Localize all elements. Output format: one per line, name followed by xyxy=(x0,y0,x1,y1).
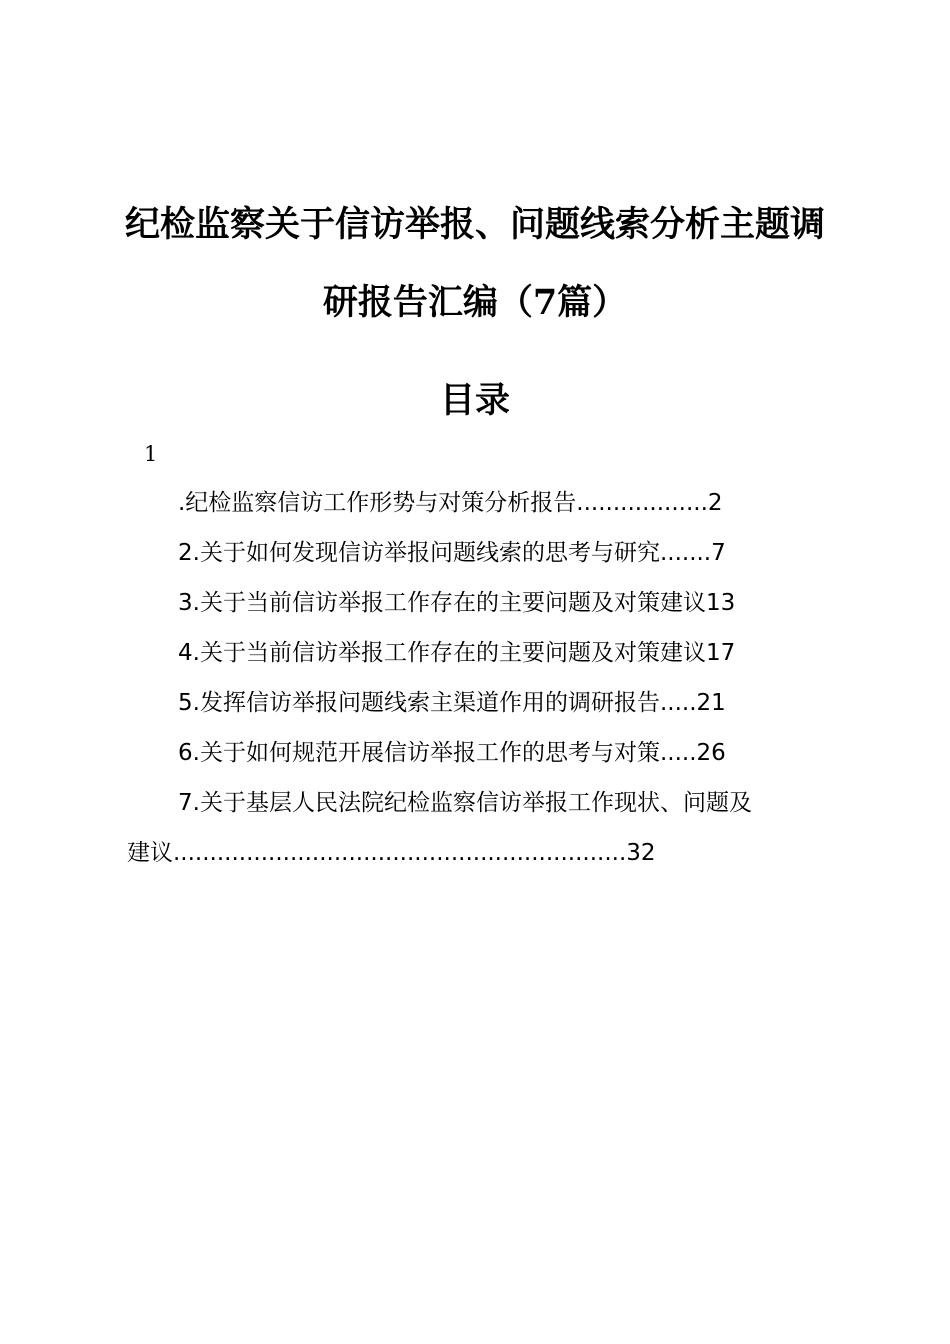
toc-entry-text: 2.关于如何发现信访举报问题线索的思考与研究.......7 xyxy=(178,540,726,566)
toc-entry-4[interactable] xyxy=(0,634,950,684)
toc-entry-text: 4.关于当前信访举报工作存在的主要问题及对策建议17 xyxy=(178,640,736,666)
toc-entry-text: 5.发挥信访举报问题线索主渠道作用的调研报告.....21 xyxy=(178,690,726,716)
toc-entry-1[interactable] xyxy=(0,484,950,534)
toc-entry-text: .纪检监察信访工作形势与对策分析报告..................2 xyxy=(178,490,723,516)
toc-entry-6[interactable] xyxy=(0,734,950,784)
table-of-contents xyxy=(0,484,950,884)
toc-entry-7[interactable] xyxy=(0,784,950,884)
toc-entry-text-line-2: 建议..............................................................32 xyxy=(127,840,656,866)
toc-entry-text: 3.关于当前信访举报工作存在的主要问题及对策建议13 xyxy=(178,590,736,616)
list-number-marker: 1 xyxy=(144,442,158,466)
toc-entry-3[interactable] xyxy=(0,584,950,634)
document-title-line-1: 纪检监察关于信访举报、问题线索分析主题调 xyxy=(124,204,825,245)
toc-entry-text: 6.关于如何规范开展信访举报工作的思考与对策.....26 xyxy=(178,740,726,766)
toc-entry-5[interactable] xyxy=(0,684,950,734)
toc-entry-text-line-1: 7.关于基层人民法院纪检监察信访举报工作现状、问题及 xyxy=(178,790,752,816)
document-title-line-2: 研报告汇编（7篇） xyxy=(322,282,628,323)
toc-heading: 目录 xyxy=(439,380,510,421)
toc-entry-2[interactable] xyxy=(0,534,950,584)
